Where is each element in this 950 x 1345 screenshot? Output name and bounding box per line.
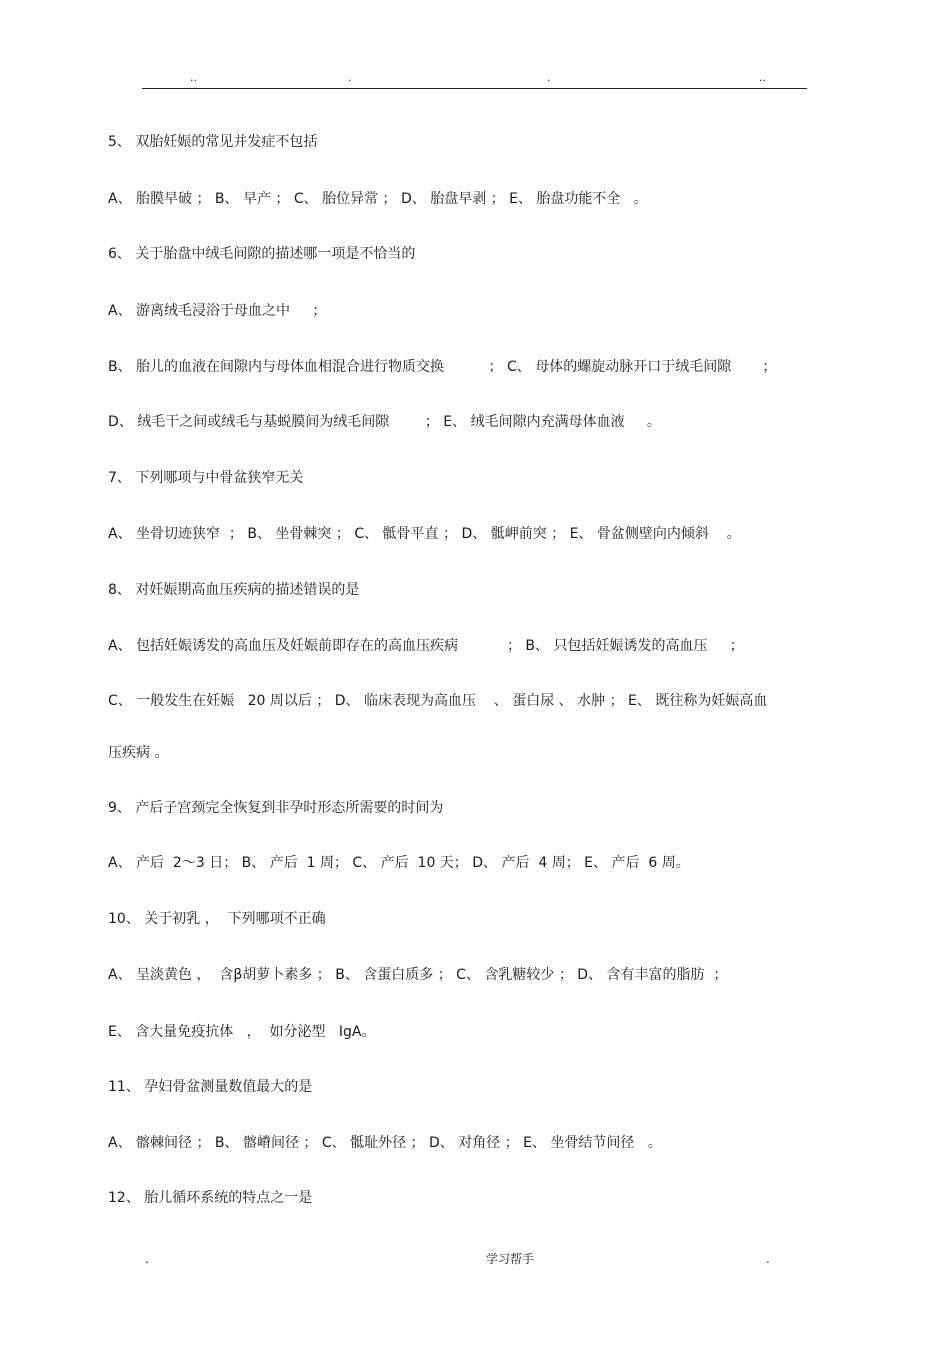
- question-stem: 7、 下列哪项与中骨盆狭窄无关: [108, 470, 304, 486]
- answer-options: C、 一般发生在妊娠 20 周以后 ； D、 临床表现为高血压 、 蛋白尿 、 水肿 ； E、 既往称为妊娠高血: [108, 693, 768, 709]
- question-stem: 9、 产后子宫颈完全恢复到非孕时形态所需要的时间为: [108, 800, 444, 816]
- question-stem: 10、 关于初乳 ， 下列哪项不正确: [108, 911, 326, 927]
- answer-options: 压疾病 。: [108, 745, 169, 761]
- answer-options: A、 胎膜早破 ； B、 早产 ； C、 胎位异常 ； D、 胎盘早剥 ； E、 胎盘功能不全 。: [108, 191, 648, 207]
- answer-options: A、 产后 2～3 日； B、 产后 1 周； C、 产后 10 天； D、 产后 4 周； E、 产后 6 周。: [108, 855, 690, 871]
- header-mark: ..: [759, 71, 766, 84]
- question-stem: 8、 对妊娠期高血压疾病的描述错误的是: [108, 582, 360, 598]
- header-mark: ..: [190, 71, 197, 84]
- answer-options: D、 绒毛干之间或绒毛与基蜕膜间为绒毛间隙 ； E、 绒毛间隙内充满母体血液 。: [108, 414, 661, 430]
- answer-options: A、 呈淡黄色 ， 含β胡萝卜素多 ； B、 含蛋白质多 ； C、 含乳糖较少 ； D、 含有丰富的脂肪 ；: [108, 967, 728, 983]
- question-stem: 12、 胎儿循环系统的特点之一是: [108, 1190, 313, 1206]
- footer-title: 学习帮手: [486, 1252, 535, 1266]
- footer-mark-right: .: [766, 1252, 770, 1266]
- page-header: [142, 70, 807, 89]
- answer-options: B、 胎儿的血液在间隙内与母体血相混合进行物质交换 ； C、 母体的螺旋动脉开口于绒毛间隙 ；: [108, 359, 777, 375]
- answer-options: A、 坐骨切迹狭窄 ； B、 坐骨棘突 ； C、 骶骨平直 ； D、 骶岬前突 ； E、 骨盆侧壁向内倾斜 。: [108, 526, 741, 542]
- header-mark: .: [348, 71, 352, 84]
- page-footer: [0, 1251, 950, 1269]
- header-mark: .: [547, 71, 551, 84]
- question-stem: 6、 关于胎盘中绒毛间隙的描述哪一项是不恰当的: [108, 246, 416, 262]
- question-stem: 5、 双胎妊娠的常见并发症不包括: [108, 134, 318, 150]
- question-stem: 11、 孕妇骨盆测量数值最大的是: [108, 1079, 313, 1095]
- answer-options: A、 包括妊娠诱发的高血压及妊娠前即存在的高血压疾病 ； B、 只包括妊娠诱发的高血压 ；: [108, 638, 744, 654]
- answer-options: A、 髂棘间径 ； B、 髂嵴间径 ； C、 骶耻外径 ； D、 对角径 ； E、 坐骨结节间径 。: [108, 1135, 662, 1151]
- footer-mark-left: .: [145, 1252, 149, 1266]
- answer-options: A、 游离绒毛浸浴于母血之中 ；: [108, 303, 327, 319]
- answer-options: E、 含大量免疫抗体 ， 如分泌型 IgA。: [108, 1024, 376, 1040]
